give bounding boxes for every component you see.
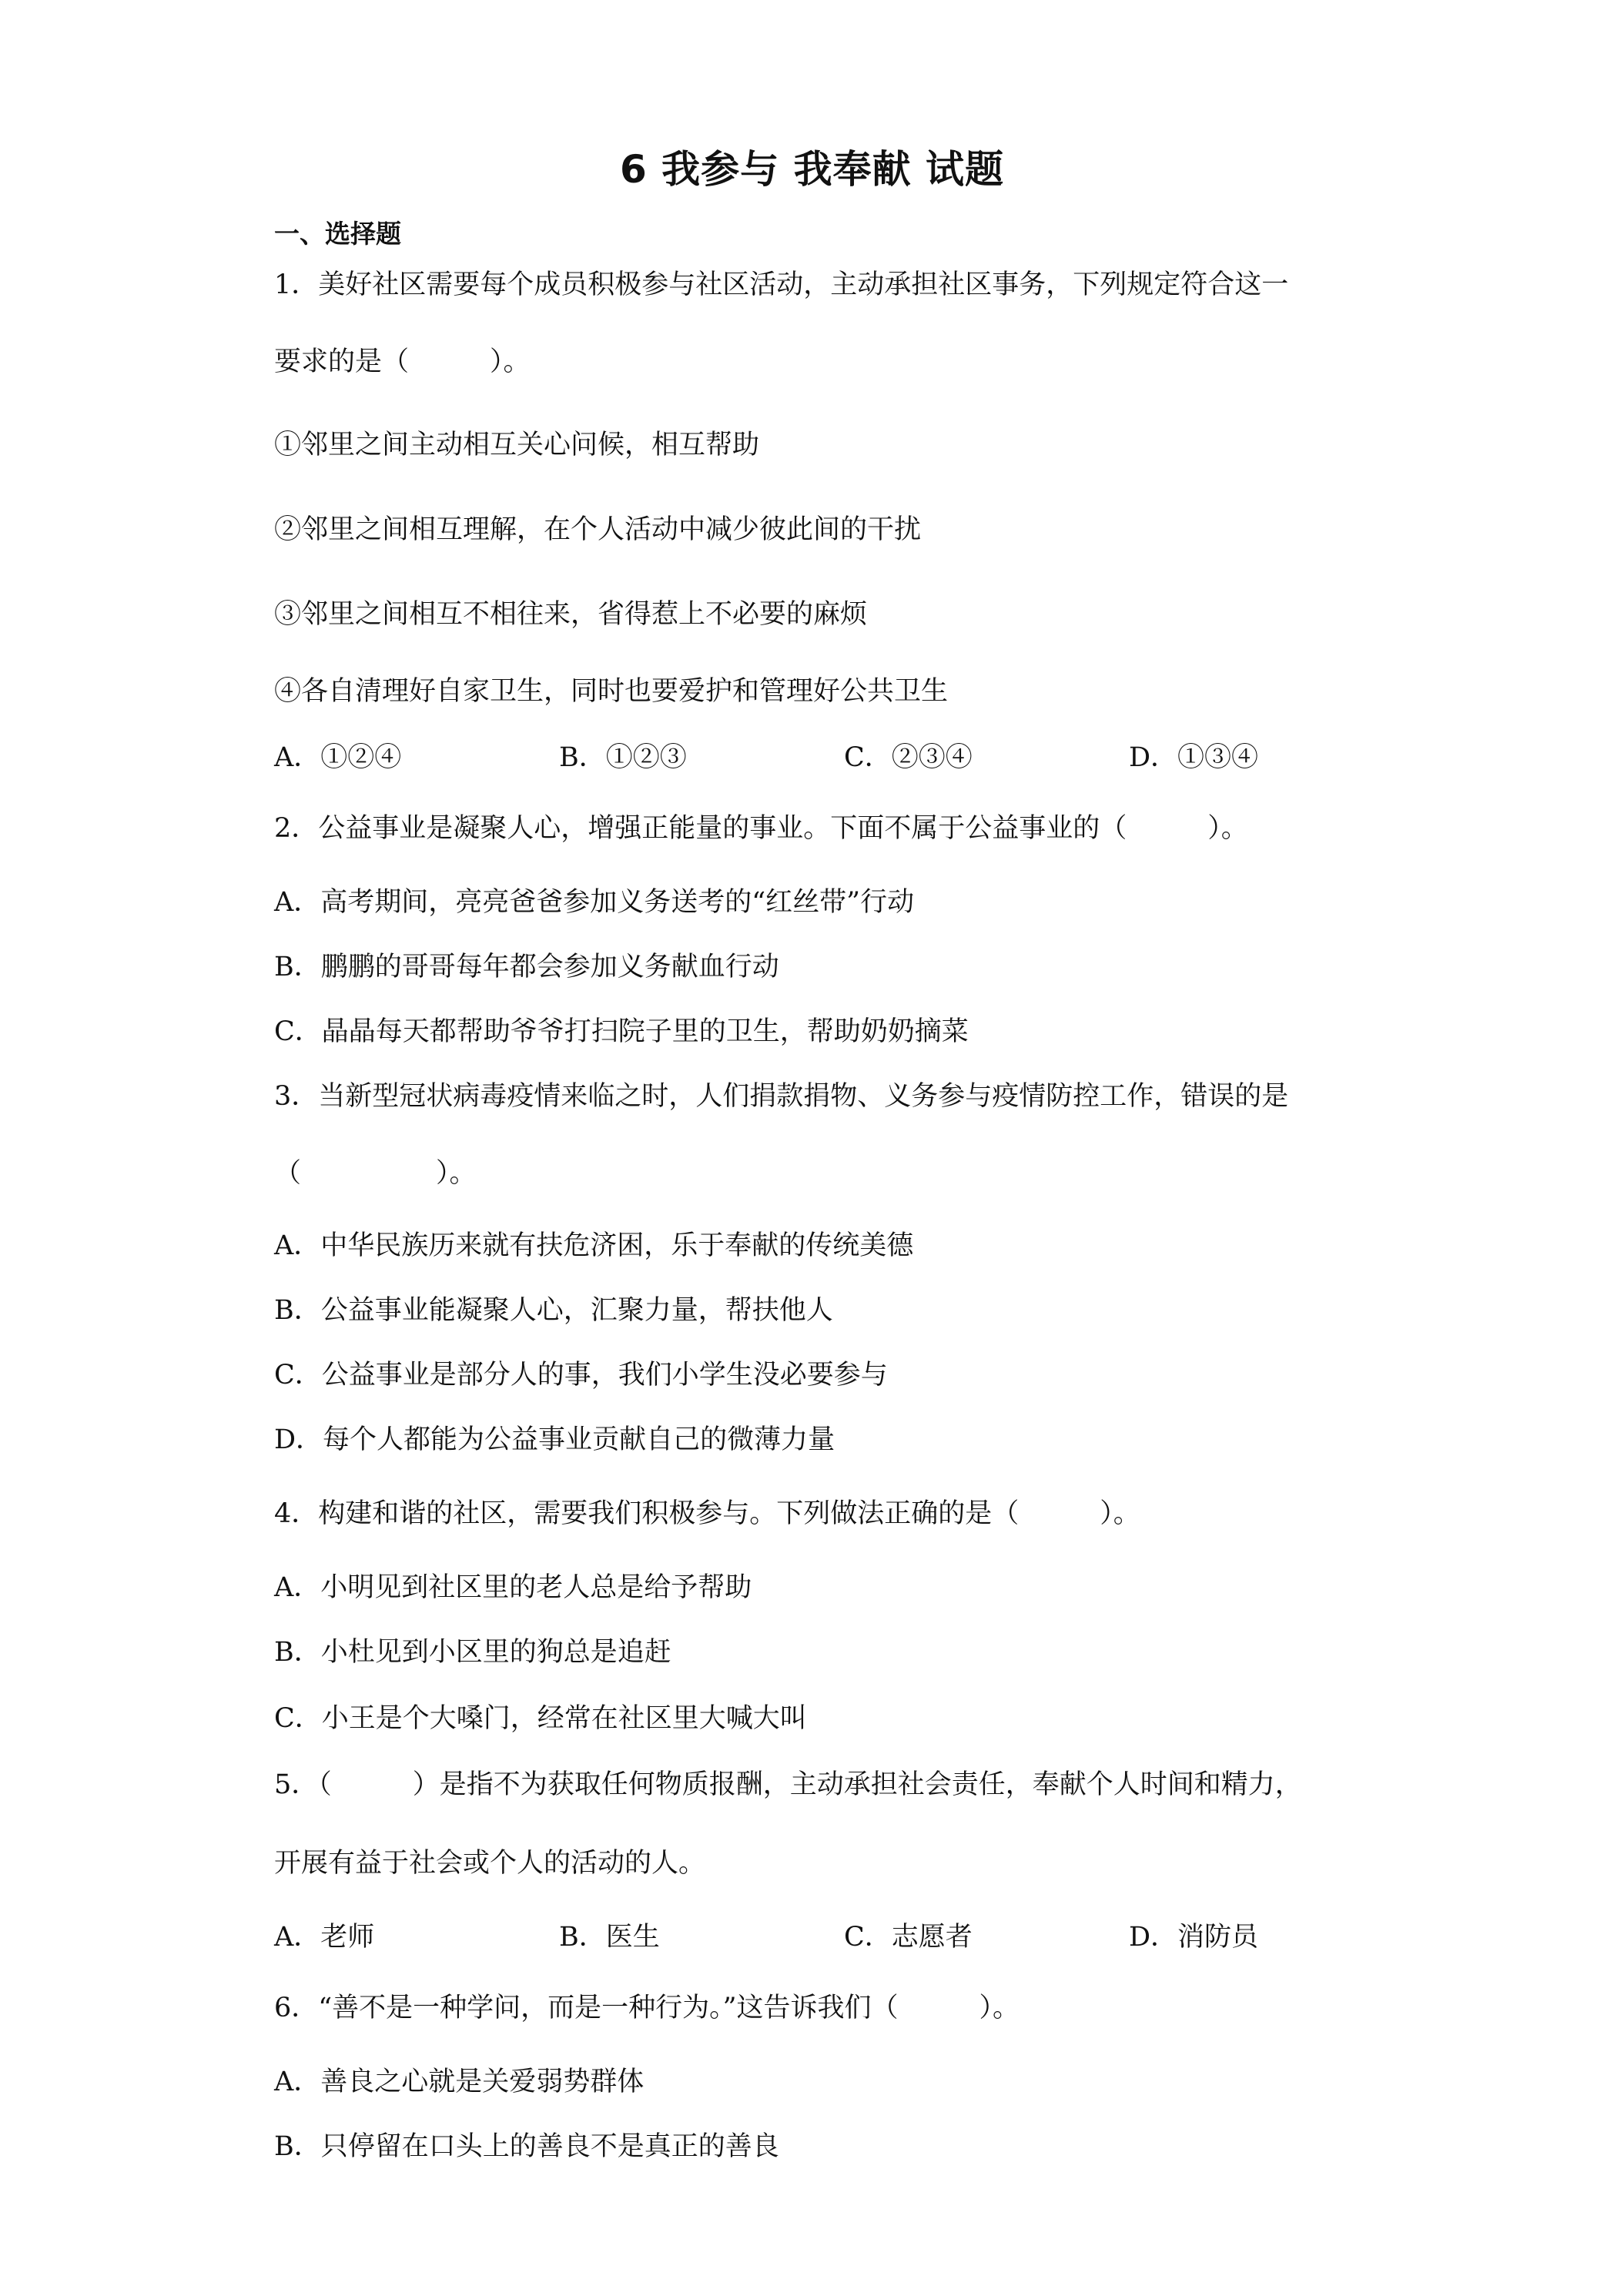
question-3-option-d[interactable]: D．每个人都能为公益事业贡献自己的微薄力量: [274, 1424, 835, 1455]
question-5-option-a[interactable]: A．老师: [274, 1922, 375, 1953]
question-5-stem-line-1: 5．（ ）是指不为获取任何物质报酬，主动承担社会责任，奉献个人时间和精力，: [274, 1769, 1302, 1800]
question-3-option-c[interactable]: C．公益事业是部分人的事，我们小学生没必要参与: [274, 1360, 888, 1391]
question-4-option-a[interactable]: A．小明见到社区里的老人总是给予帮助: [274, 1572, 752, 1603]
page-title: 6 我参与 我奉献 试题: [619, 147, 1004, 192]
question-1-stem-line-1: 1．美好社区需要每个成员积极参与社区活动，主动承担社区事务，下列规定符合这一: [274, 269, 1289, 300]
question-3-stem-line-2: （ ）。: [274, 1158, 477, 1189]
question-4-stem: 4．构建和谐的社区，需要我们积极参与。下列做法正确的是（ ）。: [274, 1498, 1140, 1529]
question-5-stem-line-2: 开展有益于社会或个人的活动的人。: [274, 1848, 706, 1879]
question-1-statement-3: ③邻里之间相互不相往来，省得惹上不必要的麻烦: [274, 599, 868, 630]
question-1-stem-line-2: 要求的是（ ）。: [274, 346, 531, 377]
question-2-stem: 2．公益事业是凝聚人心，增强正能量的事业。下面不属于公益事业的（ ）。: [274, 813, 1248, 844]
question-1-statement-1: ①邻里之间主动相互关心问候，相互帮助: [274, 430, 760, 460]
question-2-option-b[interactable]: B．鹏鹏的哥哥每年都会参加义务献血行动: [274, 952, 779, 982]
question-4-option-b[interactable]: B．小杜见到小区里的狗总是追赶: [274, 1637, 671, 1668]
question-1-statement-2: ②邻里之间相互理解，在个人活动中减少彼此间的干扰: [274, 514, 922, 545]
question-1-option-c[interactable]: C．②③④: [844, 742, 973, 773]
section-heading: 一、选择题: [274, 219, 401, 249]
question-1-statement-4: ④各自清理好自家卫生，同时也要爱护和管理好公共卫生: [274, 676, 949, 707]
question-5-option-d[interactable]: D．消防员: [1129, 1922, 1259, 1953]
question-5-option-b[interactable]: B．医生: [559, 1922, 660, 1953]
question-6-option-b[interactable]: B．只停留在口头上的善良不是真正的善良: [274, 2131, 779, 2162]
question-1-option-d[interactable]: D．①③④: [1129, 742, 1259, 773]
question-3-stem-line-1: 3．当新型冠状病毒疫情来临之时，人们捐款捐物、义务参与疫情防控工作，错误的是: [274, 1081, 1289, 1112]
question-6-option-a[interactable]: A．善良之心就是关爱弱势群体: [274, 2067, 645, 2097]
question-1-option-a[interactable]: A．①②④: [274, 742, 402, 773]
question-3-option-b[interactable]: B．公益事业能凝聚人心，汇聚力量，帮扶他人: [274, 1295, 833, 1326]
question-5-option-c[interactable]: C．志愿者: [844, 1922, 973, 1953]
question-2-option-c[interactable]: C．晶晶每天都帮助爷爷打扫院子里的卫生，帮助奶奶摘菜: [274, 1016, 969, 1047]
question-3-option-a[interactable]: A．中华民族历来就有扶危济困，乐于奉献的传统美德: [274, 1230, 914, 1261]
question-1-option-b[interactable]: B．①②③: [559, 742, 687, 773]
question-2-option-a[interactable]: A．高考期间，亮亮爸爸参加义务送考的“红丝带”行动: [274, 887, 915, 918]
question-4-option-c[interactable]: C．小王是个大嗓门，经常在社区里大喊大叫: [274, 1703, 807, 1734]
question-6-stem: 6．“善不是一种学问，而是一种行为。”这告诉我们（ ）。: [274, 1993, 1020, 2023]
